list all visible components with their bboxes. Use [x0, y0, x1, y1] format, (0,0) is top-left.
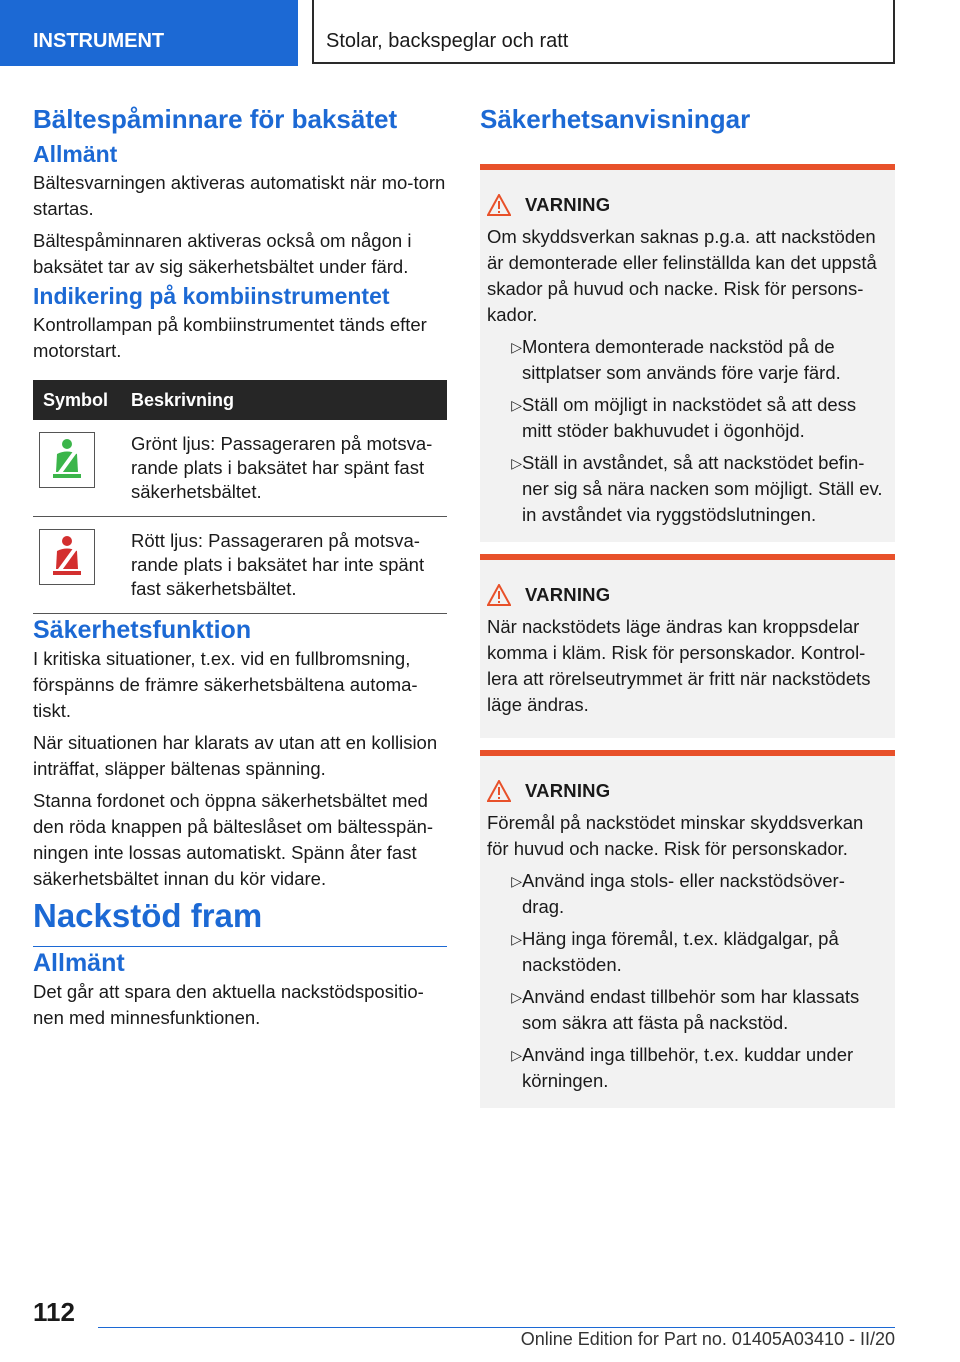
heading-indication: Indikering på kombiinstrumentet — [33, 283, 390, 309]
heading-headrest-front: Nackstöd fram — [33, 897, 263, 934]
warning-box — [480, 164, 895, 542]
list-item: ▷ Montera demonterade nackstöd på de sittplatser som används före varje färd. — [487, 334, 887, 386]
right-column — [480, 100, 895, 1108]
paragraph: Bältespåminnaren aktiveras också om någon i baksätet tar av sig säkerhetsbältet under färd. — [33, 230, 412, 277]
warning-title: VARNING — [525, 194, 611, 215]
left-column — [33, 100, 447, 1031]
table-row — [33, 420, 447, 517]
warning-box — [480, 554, 895, 738]
list-item: ▷ Ställ om möjligt in nackstödet så att dess mitt stöder bakhuvudet i ögonhöjd. — [487, 392, 887, 444]
bullet-arrow-icon: ▷ — [511, 397, 522, 413]
warning-text: När nackstödets läge ändras kan kroppsdelar komma i kläm. Risk för personskador. Kontrol‐lera att rörelseutrymmet är fritt när nackstödets läge ändras. — [487, 616, 871, 715]
warning-box — [480, 750, 895, 1108]
section-tab: INSTRUMENT — [0, 0, 298, 66]
bullet-arrow-icon: ▷ — [511, 873, 522, 889]
row-description: Grönt ljus: Passageraren på motsva‐rande plats i baksätet har spänt fast säkerhetsbältet. — [131, 420, 447, 517]
list-item: ▷ Ställ in avståndet, så att nackstödet befin‐ner sig så nära nacken som möjligt. Ställ ev. in avståndet via ryggstödslutningen. — [487, 450, 887, 528]
paragraph: Kontrollampan på kombiinstrumentet tänds efter motorstart. — [33, 314, 427, 361]
list-item: ▷ Använd inga tillbehör, t.ex. kuddar under körningen. — [487, 1042, 887, 1094]
heading-safety-instructions: Säkerhetsanvisningar — [480, 104, 751, 134]
heading-general: Allmänt — [33, 949, 125, 977]
paragraph: Det går att spara den aktuella nackstödspositio‐nen med minnesfunktionen. — [33, 981, 424, 1028]
list-item: ▷ Använd inga stols- eller nackstödsöver‐drag. — [487, 868, 887, 920]
bullet-arrow-icon: ▷ — [511, 931, 522, 947]
heading-belt-reminder: Bältespåminnare för baksätet — [33, 104, 398, 134]
col-description: Beskrivning — [131, 380, 447, 420]
paragraph: När situationen har klarats av utan att en kollision inträffat, släpper bältenas spänning. — [33, 732, 438, 779]
list-item: ▷ Använd endast tillbehör som har klassats som säkra att fästa på nackstöd. — [487, 984, 887, 1036]
table-row — [33, 517, 447, 614]
seatbelt-red-icon — [39, 529, 95, 585]
bullet-arrow-icon: ▷ — [511, 455, 522, 471]
warning-triangle-icon — [487, 194, 511, 216]
paragraph: Bältesvarningen aktiveras automatiskt när mo‐torn startas. — [33, 172, 446, 219]
bullet-arrow-icon: ▷ — [511, 989, 522, 1005]
heading-safety-function: Säkerhetsfunktion — [33, 616, 252, 644]
chapter-title: Stolar, backspeglar och ratt — [312, 0, 895, 64]
warning-text: Om skyddsverkan saknas p.g.a. att nackstöden är demonterade eller felinställda kan det uppstå skador på huvud och nacke. Risk för persons‐kador. — [487, 226, 877, 325]
footer-rule — [98, 1327, 895, 1328]
table-header-row — [33, 380, 447, 420]
list-item: ▷ Häng inga föremål, t.ex. klädgalgar, på nackstöden. — [487, 926, 887, 978]
heading-general: Allmänt — [33, 141, 118, 167]
row-description: Rött ljus: Passageraren på motsva‐rande plats i baksätet har inte spänt fast säkerhetsbältet. — [131, 517, 447, 614]
page-number: 112 — [33, 1297, 75, 1327]
symbol-table — [33, 380, 447, 614]
footer-edition: Online Edition for Part no. 01405A03410 - II/20 — [520, 1329, 895, 1349]
bullet-arrow-icon: ▷ — [511, 1047, 522, 1063]
warning-text: Föremål på nackstödet minskar skyddsverkan för huvud och nacke. Risk för personskador. — [487, 812, 864, 859]
paragraph: I kritiska situationer, t.ex. vid en fullbromsning, förspänns de främre säkerhetsbältena automa‐tiskt. — [33, 648, 418, 721]
seatbelt-green-icon — [39, 432, 95, 488]
bullet-arrow-icon: ▷ — [511, 339, 522, 355]
warning-title: VARNING — [525, 584, 611, 605]
warning-title: VARNING — [525, 780, 611, 801]
warning-triangle-icon — [487, 584, 511, 606]
warning-triangle-icon — [487, 780, 511, 802]
paragraph: Stanna fordonet och öppna säkerhetsbältet med den röda knappen på bälteslåset om bältesspän‐ningen inte lossas automatiskt. Spänn åter fast säkerhetsbältet innan du kör vidare. — [33, 790, 434, 889]
col-symbol: Symbol — [33, 380, 131, 420]
